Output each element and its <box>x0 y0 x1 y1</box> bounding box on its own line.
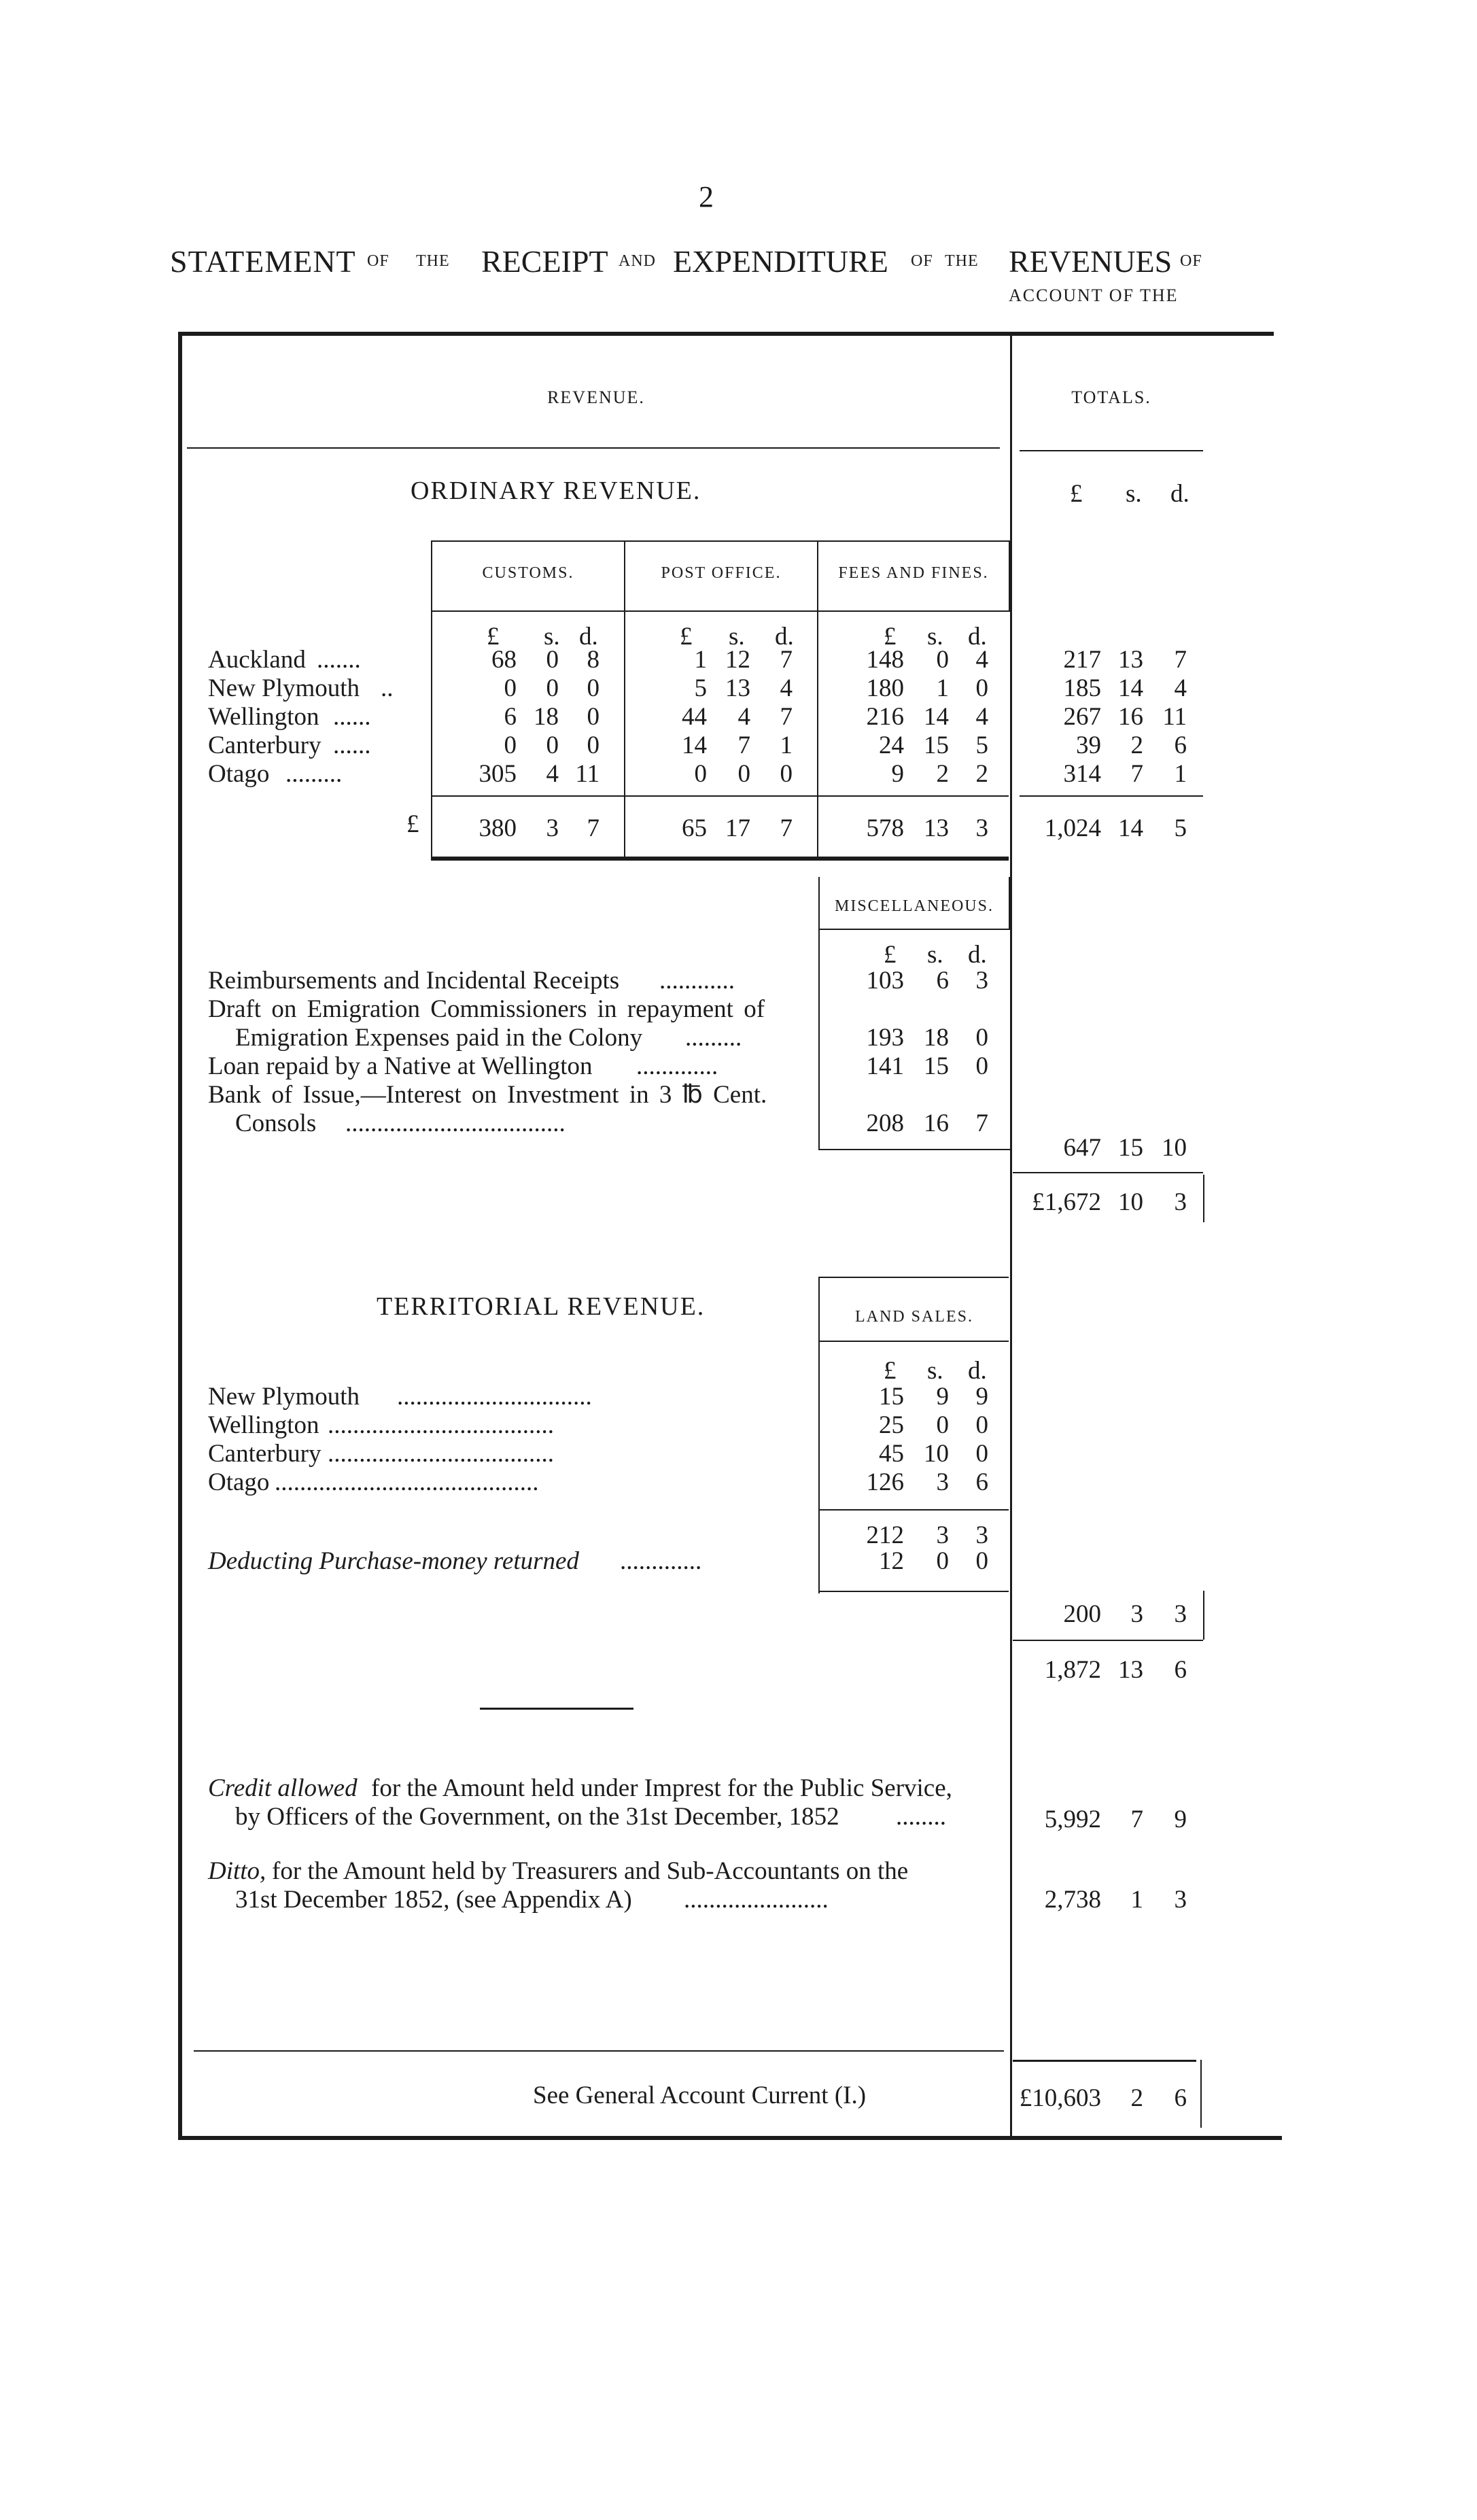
customs-pence: 0 <box>587 703 600 731</box>
totals-pound-unit: £ <box>1070 480 1083 508</box>
misc-line-reimbursements: Reimbursements and Incidental Receipts <box>208 967 620 995</box>
subtable-top-rule <box>431 540 1009 542</box>
misc-header: MISCELLANEOUS. <box>834 897 994 915</box>
fees-pounds: 180 <box>866 674 904 702</box>
deduct-shillings: 0 <box>936 1547 949 1575</box>
misc-header-rule <box>818 929 1010 930</box>
total-pounds: 185 <box>1063 674 1101 702</box>
fees-fines-header: FEES AND FINES. <box>838 564 989 582</box>
dot-leader: ...... <box>333 731 371 759</box>
fees-shillings: 14 <box>924 703 949 731</box>
misc-s-unit: s. <box>927 941 943 969</box>
misc-pounds: 103 <box>866 967 904 995</box>
title-word-of: of <box>367 246 389 271</box>
header-rule <box>187 447 1000 449</box>
ordinary-sum-rule <box>431 795 1009 797</box>
customs-left-rule <box>431 540 432 860</box>
dot-leader: ............. <box>636 1052 718 1080</box>
customs-shillings: 0 <box>546 731 559 759</box>
fees-pence: 4 <box>975 646 988 674</box>
totals-right-rule-3 <box>1203 1591 1204 1640</box>
credit-pounds: 5,992 <box>1044 1806 1101 1833</box>
totals-d-unit: d. <box>1170 480 1189 508</box>
frame-left-rule <box>178 332 182 2140</box>
totals-column-header: TOTALS. <box>1071 387 1151 407</box>
land-d-unit: d. <box>968 1357 987 1385</box>
misc-pence: 7 <box>975 1109 988 1137</box>
misc-left-rule <box>818 877 820 1150</box>
fees-shillings: 15 <box>924 731 949 759</box>
land-shillings: 9 <box>936 1383 949 1411</box>
land-shillings: 3 <box>936 1468 949 1496</box>
fees-s-unit: s. <box>927 623 943 651</box>
post-s-unit: s. <box>729 623 745 651</box>
totals-sum-rule-3 <box>1013 1640 1203 1641</box>
customs-shillings: 18 <box>534 703 559 731</box>
land-pounds: 126 <box>866 1468 904 1496</box>
title-account-of-the: ACCOUNT OF THE <box>1009 286 1179 305</box>
fees-d-unit: d. <box>968 623 987 651</box>
credit-shillings: 7 <box>1130 1806 1143 1833</box>
subheader-rule <box>431 610 1009 612</box>
district-name: Wellington <box>208 703 319 731</box>
dot-leader: .................................... <box>328 1440 554 1468</box>
misc-pounds: 141 <box>866 1052 904 1080</box>
customs-pound-unit: £ <box>487 623 500 651</box>
land-pence: 9 <box>975 1383 988 1411</box>
fees-sum-shillings: 13 <box>924 814 949 842</box>
customs-sum-pounds: 380 <box>479 814 517 842</box>
credit-pence: 9 <box>1174 1806 1187 1833</box>
title-word-the: the <box>416 246 450 271</box>
misc-line-bank-of-issue: Bank of Issue,—Interest on Investment in 3 ℔ Cent. <box>208 1081 767 1109</box>
title-word-of-2: of <box>911 246 933 271</box>
dot-leader: .. <box>381 674 394 702</box>
running-total-shillings: 13 <box>1118 1656 1143 1684</box>
customs-s-unit: s. <box>544 623 560 651</box>
misc-total-pounds: 647 <box>1063 1134 1101 1162</box>
running-total-pounds: 1,872 <box>1044 1656 1101 1684</box>
fees-pence: 4 <box>975 703 988 731</box>
land-bottom-rule <box>818 1591 1009 1592</box>
land-pence: 0 <box>975 1411 988 1439</box>
credit-allowed-text: for the Amount held under Imprest for the Public Service, <box>371 1774 952 1802</box>
dot-leader: ............ <box>659 967 735 995</box>
land-pence: 0 <box>975 1440 988 1468</box>
dot-leader: ........ <box>896 1803 946 1831</box>
post-sum-pounds: 65 <box>682 814 707 842</box>
totals-right-rule-2 <box>1203 1175 1204 1222</box>
grand-total-shillings: 2 <box>1130 2084 1143 2112</box>
dot-leader: ......... <box>285 760 343 788</box>
misc-pounds: 193 <box>866 1024 904 1052</box>
post-shillings: 12 <box>725 646 750 674</box>
misc-shillings: 15 <box>924 1052 949 1080</box>
fees-pence: 0 <box>975 674 988 702</box>
post-pence: 7 <box>780 646 793 674</box>
grand-total-pounds: £10,603 <box>1019 2084 1101 2112</box>
customs-pounds: 0 <box>504 674 517 702</box>
ordinary-grand-pence: 3 <box>1174 1188 1187 1216</box>
territorial-revenue-title: TERRITORIAL REVENUE. <box>377 1292 706 1321</box>
section-separator-rule <box>480 1708 633 1710</box>
dot-leader: .................................... <box>328 1411 554 1439</box>
misc-total-pence: 10 <box>1162 1134 1187 1162</box>
customs-shillings: 0 <box>546 674 559 702</box>
total-pounds: 217 <box>1063 646 1101 674</box>
land-top-rule <box>818 1277 1009 1278</box>
district-name: New Plymouth <box>208 1383 360 1411</box>
see-general-account-text: See General Account Current (I.) <box>533 2082 867 2109</box>
customs-sum-shillings: 3 <box>546 814 559 842</box>
land-subtotal-rule <box>818 1509 1009 1511</box>
totals-sum-rule-1 <box>1020 795 1203 797</box>
district-name: Auckland <box>208 646 306 674</box>
fees-sum-pence: 3 <box>975 814 988 842</box>
frame-bottom-rule <box>178 2136 1282 2140</box>
post-pounds: 5 <box>694 674 707 702</box>
title-word-receipt: RECEIPT <box>481 244 608 279</box>
post-pence: 4 <box>780 674 793 702</box>
misc-shillings: 16 <box>924 1109 949 1137</box>
customs-pounds: 68 <box>491 646 517 674</box>
total-shillings: 7 <box>1130 760 1143 788</box>
title-word-statement: STATEMENT <box>170 244 356 279</box>
credit-allowed-label: Credit allowed <box>208 1774 358 1802</box>
frame-top-rule <box>178 332 1274 336</box>
title-word-revenues: REVENUES <box>1009 244 1172 279</box>
ditto-pence: 3 <box>1174 1886 1187 1914</box>
misc-pence: 0 <box>975 1024 988 1052</box>
ordinary-grand-pounds: £1,672 <box>1032 1188 1101 1216</box>
fees-pounds: 9 <box>891 760 904 788</box>
customs-pence: 0 <box>587 674 600 702</box>
total-shillings: 16 <box>1118 703 1143 731</box>
misc-line-draft: Draft on Emigration Commissioners in repayment of <box>208 995 765 1023</box>
title-word-the-2: the <box>945 246 979 271</box>
customs-shillings: 4 <box>546 760 559 788</box>
district-name: New Plymouth <box>208 674 360 702</box>
misc-pounds: 208 <box>866 1109 904 1137</box>
totals-footer-rule <box>1013 2060 1196 2062</box>
total-pounds: 314 <box>1063 760 1101 788</box>
customs-pounds: 6 <box>504 703 517 731</box>
deduct-pence: 0 <box>975 1547 988 1575</box>
post-pounds: 44 <box>682 703 707 731</box>
totals-header-rule <box>1020 450 1203 451</box>
totals-s-unit: s. <box>1126 480 1142 508</box>
land-pence: 6 <box>975 1468 988 1496</box>
dot-leader: ............. <box>620 1547 702 1575</box>
ordinary-total-pence: 5 <box>1174 814 1187 842</box>
fees-left-rule <box>817 540 818 860</box>
territorial-total-pounds: 200 <box>1063 1600 1101 1628</box>
dot-leader: ...... <box>333 703 371 731</box>
post-d-unit: d. <box>775 623 794 651</box>
deducting-label: Deducting Purchase-money returned <box>208 1547 579 1575</box>
ditto-text: for the Amount held by Treasurers and Sub-Accountants on the <box>272 1857 909 1885</box>
post-pence: 7 <box>780 703 793 731</box>
post-pounds: 14 <box>682 731 707 759</box>
post-sum-pence: 7 <box>780 814 793 842</box>
misc-right-rule <box>1009 877 1010 930</box>
fees-pound-unit: £ <box>884 623 897 651</box>
ordinary-total-pounds: 1,024 <box>1044 814 1101 842</box>
fees-sum-pounds: 578 <box>866 814 904 842</box>
totals-sum-rule-2 <box>1013 1172 1203 1173</box>
revenue-column-header: REVENUE. <box>547 387 645 407</box>
grand-total-pence: 6 <box>1174 2084 1187 2112</box>
ditto-shillings: 1 <box>1130 1886 1143 1914</box>
total-pence: 1 <box>1174 760 1187 788</box>
misc-shillings: 6 <box>936 967 949 995</box>
territorial-total-shillings: 3 <box>1130 1600 1143 1628</box>
title-word-expenditure: EXPENDITURE <box>673 244 888 279</box>
land-pounds: 15 <box>879 1383 904 1411</box>
customs-pence: 0 <box>587 731 600 759</box>
post-shillings: 4 <box>737 703 750 731</box>
total-shillings: 14 <box>1118 674 1143 702</box>
land-shillings: 0 <box>936 1411 949 1439</box>
dot-leader: .......................................... <box>275 1468 539 1496</box>
customs-pounds: 305 <box>479 760 517 788</box>
customs-pence: 11 <box>575 760 600 788</box>
running-total-pence: 6 <box>1174 1656 1187 1684</box>
land-s-unit: s. <box>927 1357 943 1385</box>
sum-pound-sign: £ <box>406 810 419 838</box>
fees-pence: 2 <box>975 760 988 788</box>
total-pounds: 267 <box>1063 703 1101 731</box>
total-pounds: 39 <box>1076 731 1101 759</box>
credit-allowed-line2: by Officers of the Government, on the 31st December, 1852 <box>235 1803 839 1831</box>
misc-d-unit: d. <box>968 941 987 969</box>
total-pence: 11 <box>1162 703 1187 731</box>
total-pence: 7 <box>1174 646 1187 674</box>
misc-line-emigration: Emigration Expenses paid in the Colony <box>235 1024 643 1052</box>
fees-pence: 5 <box>975 731 988 759</box>
land-sales-header: LAND SALES. <box>854 1308 973 1326</box>
district-name: Canterbury <box>208 731 322 759</box>
customs-shillings: 0 <box>546 646 559 674</box>
totals-divider-rule <box>1010 336 1012 2136</box>
misc-total-shillings: 15 <box>1118 1134 1143 1162</box>
dot-leader: ................................... <box>345 1109 566 1137</box>
post-pounds: 1 <box>694 646 707 674</box>
footer-rule <box>194 2050 1004 2052</box>
post-pounds: 0 <box>694 760 707 788</box>
misc-pence: 0 <box>975 1052 988 1080</box>
total-pence: 4 <box>1174 674 1187 702</box>
fees-shillings: 2 <box>936 760 949 788</box>
customs-pounds: 0 <box>504 731 517 759</box>
misc-pence: 3 <box>975 967 988 995</box>
land-pounds: 25 <box>879 1411 904 1439</box>
ditto-label: Ditto, <box>208 1857 266 1885</box>
post-pound-unit: £ <box>680 623 693 651</box>
deduct-pounds: 12 <box>879 1547 904 1575</box>
ordinary-grand-shillings: 10 <box>1118 1188 1143 1216</box>
fees-pounds: 148 <box>866 646 904 674</box>
totals-right-rule-4 <box>1200 2060 1202 2128</box>
dot-leader: ......... <box>685 1024 742 1052</box>
district-name: Otago <box>208 760 270 788</box>
dot-leader: ....................... <box>684 1886 829 1914</box>
misc-bottom-rule <box>818 1149 1010 1150</box>
territorial-total-pence: 3 <box>1174 1600 1187 1628</box>
fees-pounds: 24 <box>879 731 904 759</box>
land-subtotal-shillings: 3 <box>936 1521 949 1549</box>
post-pence: 1 <box>780 731 793 759</box>
post-sum-shillings: 17 <box>725 814 750 842</box>
district-name: Canterbury <box>208 1440 322 1468</box>
post-pence: 0 <box>780 760 793 788</box>
customs-sum-pence: 7 <box>587 814 600 842</box>
fees-pounds: 216 <box>866 703 904 731</box>
land-shillings: 10 <box>924 1440 949 1468</box>
ordinary-revenue-title: ORDINARY REVENUE. <box>411 477 701 505</box>
customs-d-unit: d. <box>579 623 598 651</box>
district-name: Wellington <box>208 1411 319 1439</box>
ditto-pounds: 2,738 <box>1044 1886 1101 1914</box>
fees-shillings: 0 <box>936 646 949 674</box>
dot-leader: ............................... <box>397 1383 592 1411</box>
customs-pence: 8 <box>587 646 600 674</box>
total-shillings: 13 <box>1118 646 1143 674</box>
misc-pound-unit: £ <box>884 941 897 969</box>
post-shillings: 13 <box>725 674 750 702</box>
ordinary-total-shillings: 14 <box>1118 814 1143 842</box>
post-office-header: POST OFFICE. <box>661 564 782 582</box>
post-left-rule <box>624 540 625 860</box>
fees-right-rule <box>1009 540 1010 612</box>
misc-line-loan: Loan repaid by a Native at Wellington <box>208 1052 593 1080</box>
title-word-and: and <box>619 246 656 271</box>
ditto-line2: 31st December 1852, (see Appendix A) <box>235 1886 632 1914</box>
total-shillings: 2 <box>1130 731 1143 759</box>
misc-line-consols: Consols <box>235 1109 317 1137</box>
fees-shillings: 1 <box>936 674 949 702</box>
dot-leader: ....... <box>317 646 361 674</box>
misc-shillings: 18 <box>924 1024 949 1052</box>
district-name: Otago <box>208 1468 270 1496</box>
page-number: 2 <box>699 180 714 213</box>
land-subtotal-pence: 3 <box>975 1521 988 1549</box>
land-subtotal-pounds: 212 <box>866 1521 904 1549</box>
customs-header: CUSTOMS. <box>482 564 574 582</box>
post-shillings: 0 <box>737 760 750 788</box>
land-pound-unit: £ <box>884 1357 897 1385</box>
post-shillings: 7 <box>737 731 750 759</box>
ordinary-double-rule <box>431 857 1009 861</box>
land-header-rule <box>818 1341 1009 1342</box>
title-word-of-3: of <box>1180 246 1202 271</box>
total-pence: 6 <box>1174 731 1187 759</box>
land-pounds: 45 <box>879 1440 904 1468</box>
